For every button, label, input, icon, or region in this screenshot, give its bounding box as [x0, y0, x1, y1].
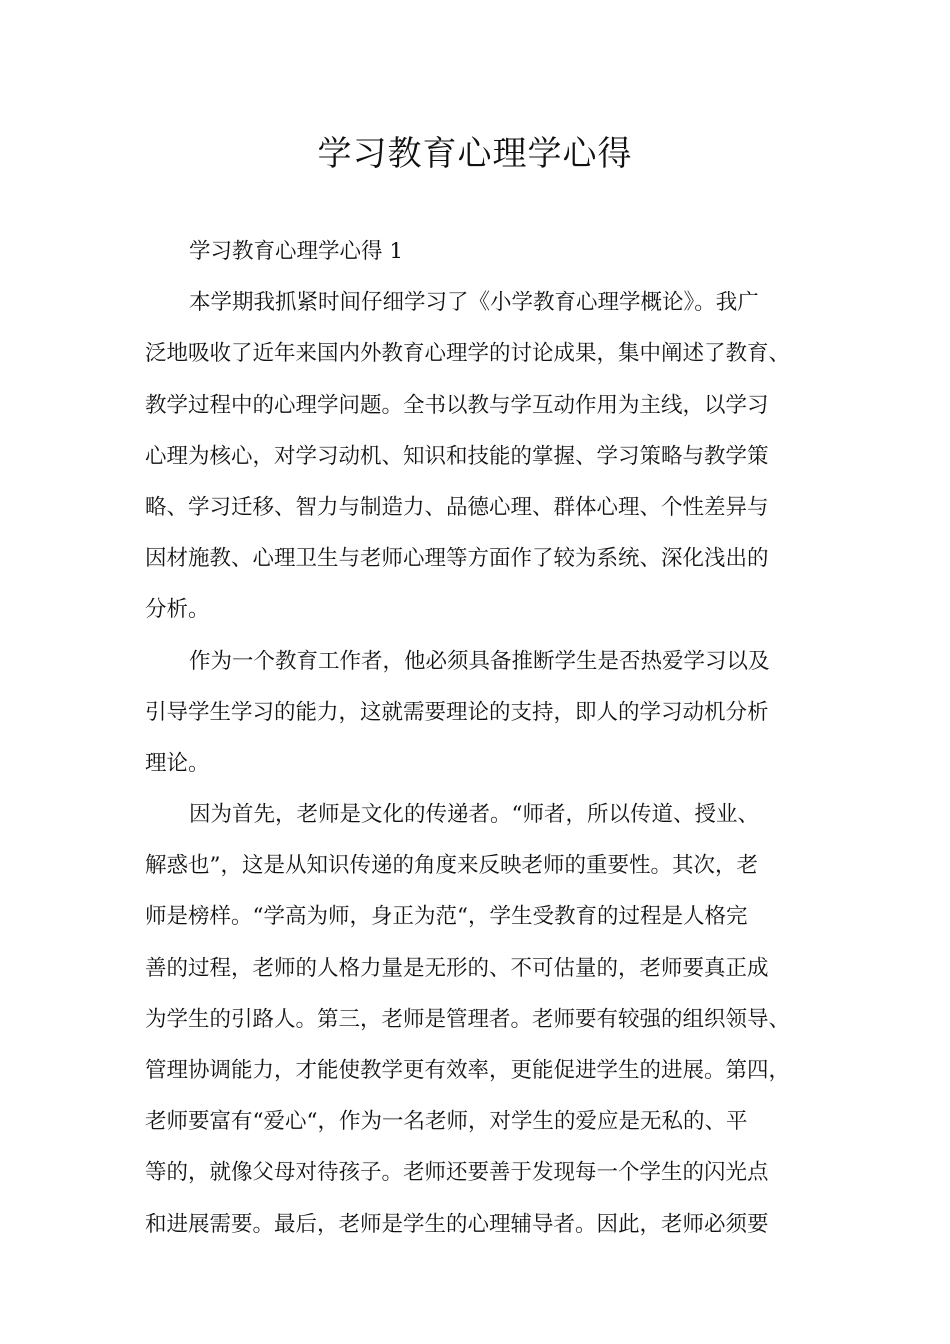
paragraph-line: 心理为核心，对学习动机、知识和技能的掌握、学习策略与教学策 — [145, 443, 769, 469]
paragraph-line: 作为一个教育工作者，他必须具备推断学生是否热爱学习以及 — [189, 648, 770, 674]
paragraph-line: 理论。 — [145, 750, 210, 776]
paragraph-line: 本学期我抓紧时间仔细学习了《小学教育心理学概论》。我广 — [189, 290, 759, 316]
paragraph-line: 为学生的引路人。第三，老师是管理者。老师要有较强的组织领导、 — [145, 1006, 791, 1032]
paragraph-line: 泛地吸收了近年来国内外教育心理学的讨论成果，集中阐述了教育、 — [145, 341, 791, 367]
paragraph-line: 略、学习迁移、智力与制造力、品德心理、群体心理、个性差异与 — [145, 494, 769, 520]
section-heading: 学习教育心理学心得 1 — [189, 239, 404, 264]
paragraph-line: 和进展需要。最后，老师是学生的心理辅导者。因此，老师必须要 — [145, 1211, 769, 1237]
paragraph-line: 因为首先，老师是文化的传递者。“师者，所以传道、授业、 — [189, 802, 759, 828]
paragraph-line: 师是榜样。“学高为师，身正为范“，学生受教育的过程是人格完 — [145, 904, 748, 930]
paragraph-line: 老师要富有“爱心“，作为一名老师，对学生的爱应是无私的、平 — [145, 1109, 748, 1135]
document-body — [145, 226, 809, 1250]
paragraph-line: 因材施教、心理卫生与老师心理等方面作了较为系统、深化浅出的 — [145, 546, 769, 572]
paragraph-line: 管理协调能力，才能使教学更有效率，更能促进学生的进展。第四， — [145, 1058, 791, 1083]
document-title: 学习教育心理学心得 — [317, 134, 633, 174]
paragraph-line: 教学过程中的心理学问题。全书以教与学互动作用为主线，以学习 — [145, 392, 769, 418]
paragraph-line: 解惑也”，这是从知识传递的角度来反映老师的重要性。其次，老 — [145, 853, 758, 879]
paragraph-line: 引导学生学习的能力，这就需要理论的支持，即人的学习动机分析 — [145, 699, 769, 725]
paragraph-line: 等的，就像父母对待孩子。老师还要善于发现每一个学生的闪光点 — [145, 1160, 769, 1186]
paragraph-line: 分析。 — [145, 597, 210, 623]
paragraph-line: 善的过程，老师的人格力量是无形的、不可估量的，老师要真正成 — [145, 955, 769, 981]
